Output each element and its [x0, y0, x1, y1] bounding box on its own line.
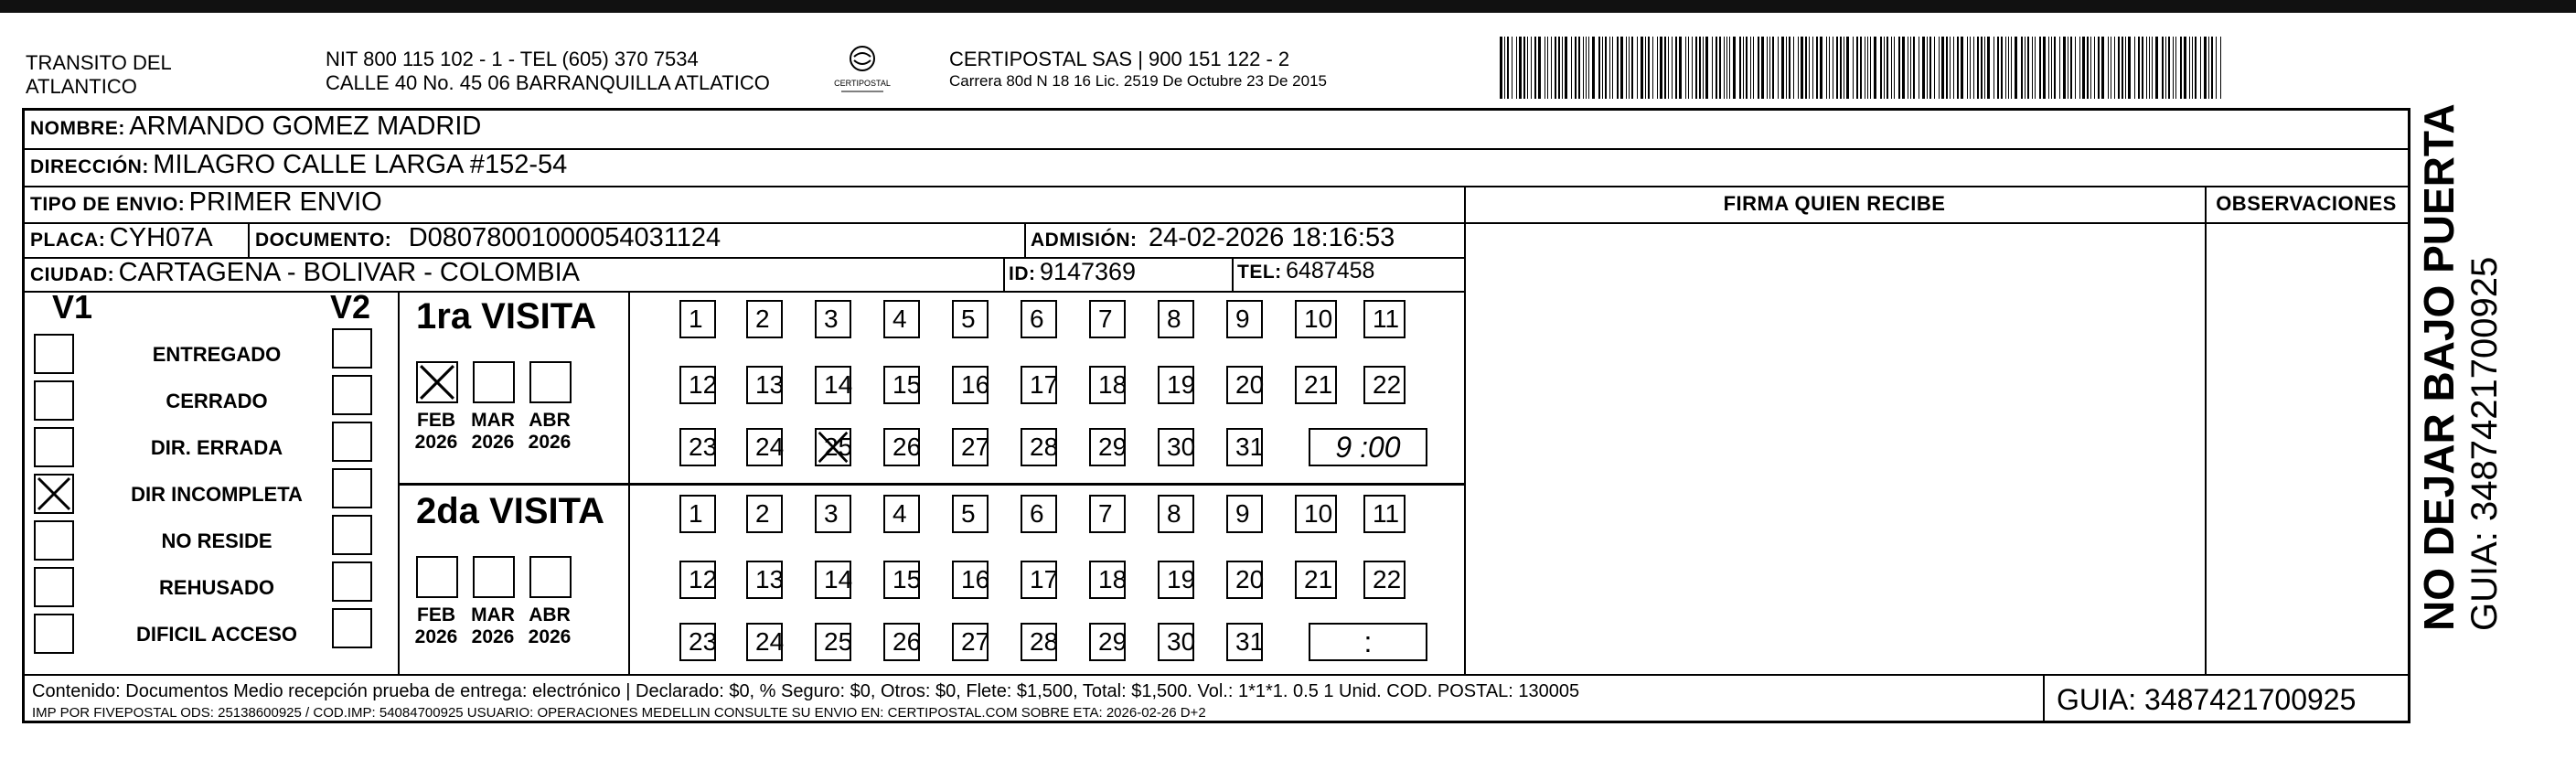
- v1-header: V1: [52, 288, 93, 326]
- v1-checkbox[interactable]: [34, 334, 74, 374]
- document-value: D08078001000054031124: [408, 223, 721, 252]
- day-box[interactable]: 24: [746, 623, 783, 661]
- month-year: 2026: [471, 432, 515, 453]
- month-name: MAR: [471, 410, 515, 431]
- day-box[interactable]: 10: [1295, 300, 1337, 338]
- day-box[interactable]: 6: [1021, 495, 1057, 533]
- day-box[interactable]: 16: [952, 366, 989, 404]
- v1-checkbox[interactable]: [34, 520, 74, 561]
- courier-address: Carrera 80d N 18 16 Lic. 2519 De Octubre 23 De 2015: [949, 72, 1327, 90]
- v2-checkbox[interactable]: [332, 328, 372, 369]
- day-box[interactable]: 3: [815, 495, 851, 533]
- month-checkbox[interactable]: [529, 361, 572, 403]
- month-name: FEB: [417, 410, 455, 431]
- day-box[interactable]: 18: [1089, 366, 1126, 404]
- observations-column-header: OBSERVACIONES: [2216, 192, 2397, 215]
- time-field[interactable]: 9 :00: [1309, 428, 1427, 466]
- issuer-line-1: TRANSITO DEL: [26, 51, 172, 74]
- status-option-label: NO RESIDE: [161, 529, 273, 552]
- month-label: [409, 410, 464, 454]
- day-box[interactable]: 11: [1363, 495, 1406, 533]
- tracking-barcode: [1500, 37, 2231, 99]
- day-box[interactable]: 4: [883, 300, 920, 338]
- day-box[interactable]: 23: [679, 428, 716, 466]
- v2-checkbox[interactable]: [332, 422, 372, 462]
- day-box[interactable]: 31: [1226, 623, 1263, 661]
- day-box[interactable]: 13: [746, 366, 783, 404]
- day-box[interactable]: 8: [1158, 495, 1194, 533]
- phone-label: TEL:: [1237, 262, 1282, 283]
- status-option-label: DIR INCOMPLETA: [131, 483, 303, 506]
- v1-checkbox[interactable]: [34, 614, 74, 654]
- courier-name: CERTIPOSTAL SAS | 900 151 122 - 2: [949, 48, 1290, 70]
- time-field[interactable]: :: [1309, 623, 1427, 661]
- id-label: ID:: [1009, 263, 1036, 284]
- day-box[interactable]: 7: [1089, 300, 1126, 338]
- v2-checkbox[interactable]: [332, 608, 372, 648]
- v2-checkbox[interactable]: [332, 375, 372, 415]
- recipient-name-label: NOMBRE:: [30, 118, 125, 139]
- v2-checkbox[interactable]: [332, 515, 372, 555]
- day-box[interactable]: 2: [746, 300, 783, 338]
- day-box[interactable]: 30: [1158, 428, 1194, 466]
- month-label: [465, 604, 520, 648]
- month-label: [522, 410, 577, 454]
- day-box[interactable]: 26: [883, 623, 920, 661]
- top-edge-band: [0, 0, 2576, 13]
- day-box[interactable]: 10: [1295, 495, 1337, 533]
- day-box[interactable]: 21: [1295, 366, 1337, 404]
- day-box[interactable]: 28: [1021, 623, 1057, 661]
- v2-header: V2: [330, 288, 371, 326]
- month-label: [409, 604, 464, 648]
- day-cross-mark: [817, 430, 850, 465]
- plate-field: [30, 223, 213, 253]
- day-box[interactable]: 25: [815, 428, 851, 466]
- status-option-label: DIFICIL ACCESO: [135, 623, 297, 646]
- v1-checkbox[interactable]: [34, 427, 74, 467]
- month-name: ABR: [529, 410, 571, 431]
- v1-checkbox[interactable]: [34, 380, 74, 421]
- city-label: CIUDAD:: [30, 264, 115, 285]
- day-box[interactable]: 9: [1226, 495, 1263, 533]
- status-option-label: CERRADO: [166, 390, 268, 412]
- day-box[interactable]: 1: [679, 495, 716, 533]
- day-box[interactable]: 17: [1021, 561, 1057, 599]
- footer-guia: GUIA: 3487421700925: [2057, 683, 2357, 716]
- day-box[interactable]: 20: [1226, 366, 1263, 404]
- day-box[interactable]: 31: [1226, 428, 1263, 466]
- month-checkbox[interactable]: [529, 556, 572, 598]
- day-box[interactable]: 8: [1158, 300, 1194, 338]
- day-box[interactable]: 29: [1089, 623, 1126, 661]
- v2-checkbox[interactable]: [332, 468, 372, 508]
- month-label: [465, 410, 520, 454]
- month-label: [522, 604, 577, 648]
- recipient-name-row: [30, 112, 481, 142]
- month-year: 2026: [414, 432, 458, 453]
- v1-checkbox[interactable]: [34, 474, 74, 514]
- day-box[interactable]: 27: [952, 623, 989, 661]
- day-box[interactable]: 11: [1363, 300, 1406, 338]
- shipment-type: PRIMER ENVIO: [188, 187, 382, 217]
- status-option-label: REHUSADO: [159, 576, 274, 599]
- delivery-form: [22, 108, 2410, 723]
- day-box[interactable]: 29: [1089, 428, 1126, 466]
- admission-value: 24-02-2026 18:16:53: [1148, 223, 1395, 252]
- courier-info: [949, 48, 1327, 91]
- month-year: 2026: [528, 626, 572, 647]
- issuer-line-2: ATLANTICO: [26, 75, 137, 98]
- shipment-type-label: TIPO DE ENVIO:: [30, 194, 186, 215]
- v1-checkbox[interactable]: [34, 567, 74, 607]
- day-box[interactable]: 23: [679, 623, 716, 661]
- day-box[interactable]: 15: [883, 366, 920, 404]
- day-box[interactable]: 1: [679, 300, 716, 338]
- visit-title: 2da VISITA: [416, 491, 604, 531]
- signature-column-header: FIRMA QUIEN RECIBE: [1723, 192, 1946, 215]
- month-checkbox[interactable]: [473, 361, 515, 403]
- certipostal-logo: [832, 40, 893, 101]
- footer-print-info: IMP POR FIVEPOSTAL ODS: 25138600925 / COD.IMP: 54084700925 USUARIO: OPERACIONES MEDELLIN CONSULTE SU ENVIO EN: CERTIPOSTAL.COM SOBRE ETA: 2026-02-26 D+2: [32, 705, 1206, 721]
- day-box[interactable]: 12: [679, 366, 716, 404]
- month-year: 2026: [471, 626, 515, 647]
- issuer-contact: [326, 48, 770, 95]
- day-box[interactable]: 2: [746, 495, 783, 533]
- admission-label: ADMISIÓN:: [1031, 230, 1138, 251]
- day-box[interactable]: 5: [952, 495, 989, 533]
- city-value: CARTAGENA - BOLIVAR - COLOMBIA: [118, 258, 580, 287]
- day-box[interactable]: 3: [815, 300, 851, 338]
- day-box[interactable]: 20: [1226, 561, 1263, 599]
- id-field: [1009, 258, 1136, 286]
- status-option-label: DIR. ERRADA: [150, 436, 283, 459]
- phone-value: 6487458: [1286, 258, 1375, 283]
- day-box[interactable]: 24: [746, 428, 783, 466]
- recipient-name: ARMANDO GOMEZ MADRID: [129, 112, 482, 141]
- day-box[interactable]: 5: [952, 300, 989, 338]
- day-box[interactable]: 7: [1089, 495, 1126, 533]
- day-box[interactable]: 25: [815, 623, 851, 661]
- v2-checkbox[interactable]: [332, 561, 372, 602]
- side-notice: NO DEJAR BAJO PUERTA: [2415, 103, 2463, 631]
- month-name: ABR: [529, 604, 571, 625]
- day-box[interactable]: 17: [1021, 366, 1057, 404]
- id-value: 9147369: [1039, 258, 1137, 285]
- month-year: 2026: [414, 626, 458, 647]
- shipment-type-row: [30, 187, 382, 218]
- day-box[interactable]: 21: [1295, 561, 1337, 599]
- issuer-name: [26, 51, 172, 99]
- day-box[interactable]: 15: [883, 561, 920, 599]
- day-box[interactable]: 16: [952, 561, 989, 599]
- month-name: MAR: [471, 604, 515, 625]
- document-label: DOCUMENTO:: [255, 230, 392, 251]
- day-box[interactable]: 14: [815, 561, 851, 599]
- admission-field: [1031, 223, 1395, 253]
- address-row: [30, 150, 567, 180]
- day-box[interactable]: 27: [952, 428, 989, 466]
- address-label: DIRECCIÓN:: [30, 156, 149, 177]
- day-box[interactable]: 22: [1363, 561, 1406, 599]
- day-box[interactable]: 13: [746, 561, 783, 599]
- month-checkbox[interactable]: [473, 556, 515, 598]
- day-box[interactable]: 19: [1158, 561, 1194, 599]
- footer-contents: Contenido: Documentos Medio recepción prueba de entrega: electrónico | Declarado: $0, % Seguro: $0, Otros: $0, Flete: $1,500, Total: $1,500. Vol.: 1*1*1. 0.5 1 Unid. COD. POSTAL: 130005: [32, 681, 1580, 701]
- svg-text:CERTIPOSTAL: CERTIPOSTAL: [834, 79, 891, 88]
- day-box[interactable]: 6: [1021, 300, 1057, 338]
- day-box[interactable]: 28: [1021, 428, 1057, 466]
- month-checkbox[interactable]: [416, 556, 458, 598]
- document-field: [255, 223, 721, 253]
- day-box[interactable]: 14: [815, 366, 851, 404]
- city-field: [30, 258, 580, 288]
- month-year: 2026: [528, 432, 572, 453]
- status-option-label: ENTREGADO: [152, 343, 282, 366]
- side-vertical-text: [2414, 103, 2506, 631]
- month-name: FEB: [417, 604, 455, 625]
- visit-title: 1ra VISITA: [416, 296, 597, 337]
- plate-value: CYH07A: [109, 223, 213, 252]
- day-box[interactable]: 26: [883, 428, 920, 466]
- plate-label: PLACA:: [30, 230, 106, 251]
- day-box[interactable]: 30: [1158, 623, 1194, 661]
- day-box[interactable]: 12: [679, 561, 716, 599]
- phone-field: [1237, 258, 1374, 284]
- issuer-nit: NIT 800 115 102 - 1 - TEL (605) 370 7534: [326, 48, 699, 70]
- month-checkbox[interactable]: [416, 361, 458, 403]
- day-box[interactable]: 18: [1089, 561, 1126, 599]
- side-guia: GUIA: 3487421700925: [2464, 256, 2505, 631]
- day-box[interactable]: 22: [1363, 366, 1406, 404]
- day-box[interactable]: 9: [1226, 300, 1263, 338]
- day-box[interactable]: 4: [883, 495, 920, 533]
- recipient-address: MILAGRO CALLE LARGA #152-54: [153, 150, 568, 179]
- issuer-address: CALLE 40 No. 45 06 BARRANQUILLA ATLATICO: [326, 71, 770, 94]
- day-box[interactable]: 19: [1158, 366, 1194, 404]
